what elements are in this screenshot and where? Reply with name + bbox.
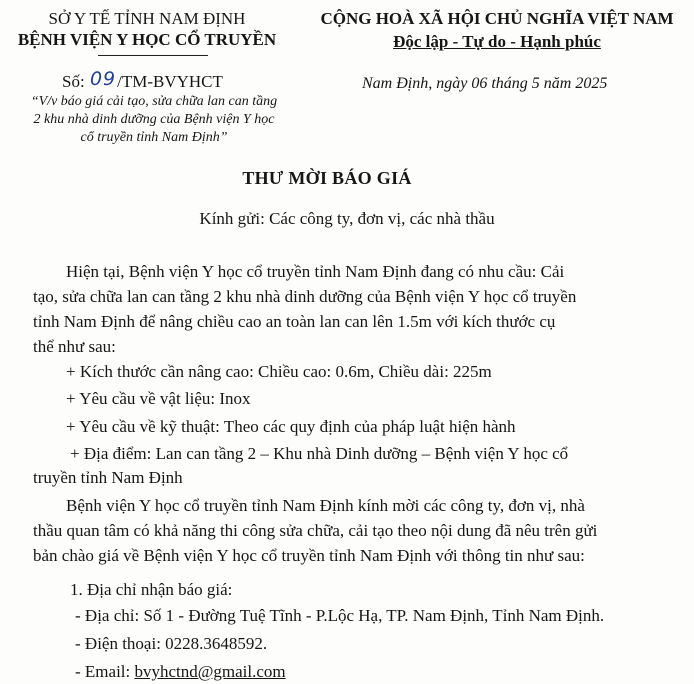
paragraph2-line1: Bệnh viện Y học cổ truyền tỉnh Nam Định kính mời các công ty, đơn vị, nhà <box>66 496 585 515</box>
contact-address: - Địa chỉ: Số 1 - Đường Tuệ Tĩnh - P.Lộc Hạ, TP. Nam Định, Tỉnh Nam Định. <box>75 606 605 625</box>
date-month: 5 <box>531 75 540 92</box>
paragraph1-line1: Hiện tại, Bệnh viện Y học cổ truyền tỉnh Nam Định đang có nhu cầu: Cải <box>66 262 565 281</box>
date-month-label: tháng <box>491 75 528 92</box>
bullet-location-line2: truyền tỉnh Nam Định <box>33 468 183 487</box>
paragraph1-line2: tạo, sửa chữa lan can tầng 2 khu nhà dinh dưỡng của Bệnh viện Y học cổ truyền <box>33 287 577 306</box>
section1-heading: 1. Địa chỉ nhận báo giá: <box>70 580 233 599</box>
document-number-prefix: Số: <box>62 72 85 91</box>
country-name: CỘNG HOÀ XÃ HỘI CHỦ NGHĨA VIỆT NAM <box>320 9 674 28</box>
hospital-name: BỆNH VIỆN Y HỌC CỔ TRUYỀN <box>17 30 277 49</box>
document-number-handwritten: 09 <box>89 68 117 90</box>
paragraph1-line3: tỉnh Nam Định để nâng chiều cao an toàn lan can lên 1.5m với kích thước cụ <box>33 312 556 331</box>
subject-line-3: cổ truyền tỉnh Nam Định” <box>80 130 228 145</box>
subject-line-2: 2 khu nhà dinh dưỡng của Bệnh viện Y học <box>33 112 275 127</box>
document-number-suffix: /TM-BVYHCT <box>117 72 223 91</box>
contact-phone: - Điện thoại: 0228.3648592. <box>75 634 268 653</box>
date-place: Nam Định, ngày <box>362 75 468 92</box>
department-name: SỞ Y TẾ TỈNH NAM ĐỊNH <box>48 9 246 28</box>
document-date <box>362 75 607 93</box>
national-motto: Độc lập - Tự do - Hạnh phúc <box>393 32 601 51</box>
email-label: - Email: <box>75 662 135 681</box>
date-year-label: năm <box>543 75 572 92</box>
paragraph2-line3: bản chào giá về Bệnh viện Y học cổ truyền tỉnh Nam Định với thông tin như sau: <box>33 546 585 565</box>
bullet-material: + Yêu cầu về vật liệu: Inox <box>66 389 251 408</box>
paragraph2-line2: thầu quan tâm có khả năng thi công sửa chữa, cải tạo theo nội dung đã nêu trên gửi <box>33 521 598 540</box>
email-link[interactable]: bvyhctnd@gmail.com <box>134 662 286 681</box>
contact-email <box>75 662 286 682</box>
hospital-name-underline <box>98 55 208 56</box>
bullet-size: + Kích thước cần nâng cao: Chiều cao: 0.6m, Chiều dài: 225m <box>66 362 492 381</box>
paragraph1-line4: thể như sau: <box>33 337 116 356</box>
bullet-technical: + Yêu cầu về kỹ thuật: Theo các quy định của pháp luật hiện hành <box>66 417 516 436</box>
subject-line-1: “V/v báo giá cải tạo, sửa chữa lan can tầng <box>30 94 278 109</box>
bullet-location-line1: + Địa điểm: Lan can tầng 2 – Khu nhà Dinh dưỡng – Bệnh viện Y học cổ <box>70 444 569 463</box>
greeting: Kính gửi: Các công ty, đơn vị, các nhà thầu <box>199 209 495 228</box>
document-title: THƯ MỜI BÁO GIÁ <box>242 168 412 188</box>
date-year: 2025 <box>575 75 608 92</box>
date-day: 06 <box>471 75 488 92</box>
document-number <box>62 70 223 92</box>
